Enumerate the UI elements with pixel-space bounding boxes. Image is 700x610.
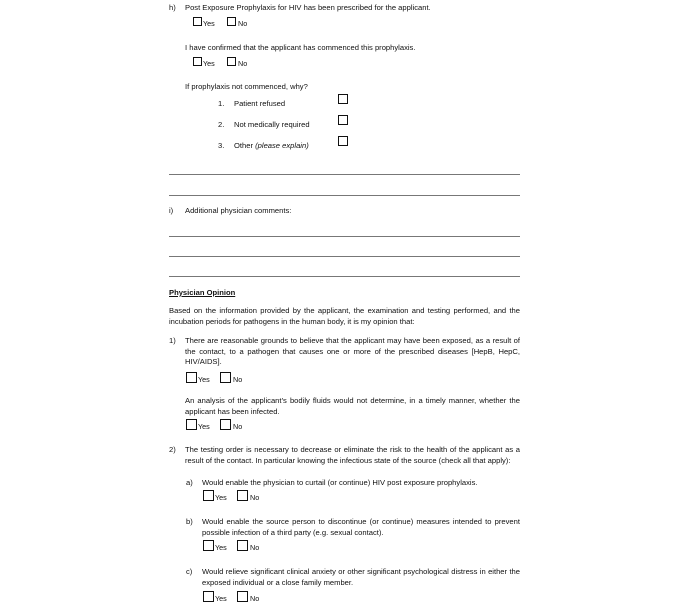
sub-a-text: Would enable the physician to curtail (or continue) HIV post exposure prophylaxis. <box>202 478 478 487</box>
form-page: h) Post Exposure Prophylaxis for HIV has been prescribed for the applicant. Yes No I have confirmed that the applicant has commenced this prophylaxis. Yes No If prophylaxis not commenced, why? 1. Patient refused 2. Not medically required 3. Other (please explain) i) Additional physician comments: Physician Opinion Based on the information provided by the applicant, the examination and testing performed, and the incubation periods for pathogens in the human body, it is my opinion that: 1) There are reasonable grounds to believe that the applicant may have been exposed, as a result of the contact, to a pathogen that causes one or more of the prescribed diseases [HepB, HepC, HIV/AIDS]. Yes No An analysis of the applicant’s bodily fluids would not determine, in a timely manner, whether the applicant has been infected. Yes No 2) The testing order is necessary to decrease or eliminate the risk to the health of the applicant as a result of the contact. In particular knowing the infectious state of the source (check all that apply): a) Would enable the physician to curtail (or continue) HIV post exposure prophylaxis. Yes No b) Would enable the source person to discontinue (or continue) measures intended to prevent possible infection of a third party (e.g. sexual contact). Yes No c) Would relieve significant clinical anxiety or other significant psychological distress in either the exposed individual or a close family member. Yes No <box>169 3 520 603</box>
section-i-label: Additional physician comments: <box>185 206 292 215</box>
checkbox-box[interactable] <box>186 419 197 430</box>
sub-c-letter: c) <box>186 567 193 576</box>
checkbox-box[interactable] <box>227 17 236 26</box>
comments-line[interactable] <box>169 276 520 277</box>
reason-not-required-checkbox[interactable] <box>338 115 348 125</box>
reason-number: 3. <box>218 141 225 150</box>
sub-b-letter: b) <box>186 517 193 526</box>
reason-patient-refused-checkbox[interactable] <box>338 94 348 104</box>
reason-number: 1. <box>218 99 225 108</box>
explain-line[interactable] <box>169 174 520 175</box>
sub-a-letter: a) <box>186 478 193 487</box>
opinion-intro: Based on the information provided by the applicant, the examination and testing performed, and the incubation periods for pathogens in the human body, it is my opinion that: <box>169 306 520 326</box>
sub-b-text: Would enable the source person to discontinue (or continue) measures intended to prevent possible infection of a third party (e.g. sexual contact). <box>202 517 520 537</box>
checkbox-box[interactable] <box>203 591 214 602</box>
checkbox-box[interactable] <box>193 57 202 66</box>
reason-patient-refused: Patient refused <box>234 99 286 108</box>
checkbox-box[interactable] <box>237 490 248 501</box>
section-i-marker: i) <box>169 206 174 215</box>
checkbox-box[interactable] <box>186 372 197 383</box>
explain-line[interactable] <box>169 195 520 196</box>
physician-opinion-heading: Physician Opinion <box>169 288 236 297</box>
checkbox-box[interactable] <box>227 57 236 66</box>
checkbox-box[interactable] <box>220 419 231 430</box>
section-h-marker: h) <box>169 3 176 12</box>
reason-number: 2. <box>218 120 225 129</box>
item-2-text: The testing order is necessary to decrease or eliminate the risk to the health of the applicant as a result of the contact. In particular knowing the infectious state of the source (check all that apply): <box>185 445 520 465</box>
section-h-question: Post Exposure Prophylaxis for HIV has been prescribed for the applicant. <box>185 3 431 12</box>
item-1-analysis: An analysis of the applicant’s bodily fluids would not determine, in a timely manner, whether the applicant has been infected. <box>185 396 520 416</box>
checkbox-box[interactable] <box>203 490 214 501</box>
checkbox-box[interactable] <box>193 17 202 26</box>
item-1-number: 1) <box>169 336 176 345</box>
reason-other: Other (please explain) <box>234 141 309 150</box>
reason-not-required: Not medically required <box>234 120 310 129</box>
reason-other-checkbox[interactable] <box>338 136 348 146</box>
checkbox-box[interactable] <box>237 591 248 602</box>
checkbox-box[interactable] <box>203 540 214 551</box>
section-h-confirm: I have confirmed that the applicant has commenced this prophylaxis. <box>185 43 416 52</box>
comments-line[interactable] <box>169 236 520 237</box>
comments-line[interactable] <box>169 256 520 257</box>
sub-c-text: Would relieve significant clinical anxiety or other significant psychological distress in either the exposed individual or a close family member. <box>202 567 520 587</box>
section-h-not-commenced: If prophylaxis not commenced, why? <box>185 82 308 91</box>
checkbox-box[interactable] <box>220 372 231 383</box>
checkbox-box[interactable] <box>237 540 248 551</box>
item-2-number: 2) <box>169 445 176 454</box>
item-1-text: There are reasonable grounds to believe that the applicant may have been exposed, as a result of the contact, to a pathogen that causes one or more of the prescribed diseases [HepB, HepC, HIV/AIDS]. <box>185 336 520 366</box>
